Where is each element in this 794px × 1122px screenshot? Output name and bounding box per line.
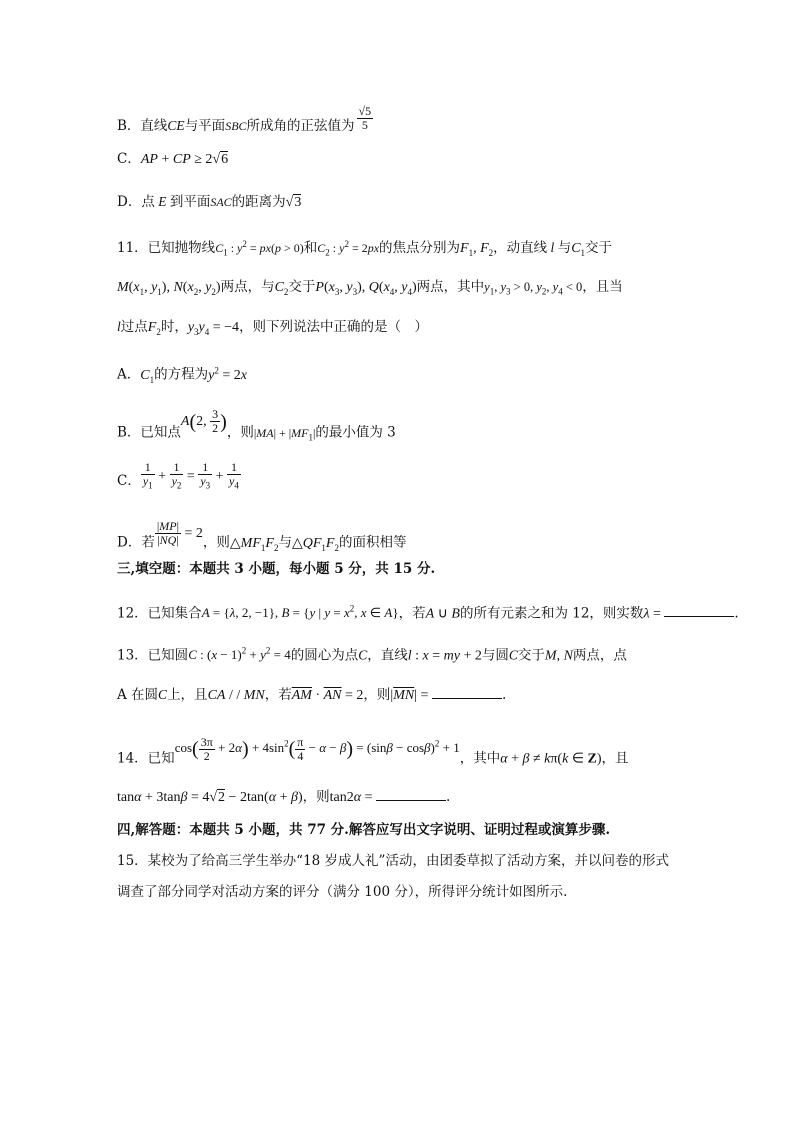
q11-line-1: 11．已知抛物线$C_1$ : $y^2 = px(p > 0)$和$C_2$ : $y^2 = 2px$的焦点分别为$F_1$, $F_2$，动直线 l 与$C_1$交于 [117,239,613,258]
q11-line-2: $M(x_1$, $y_1$), $N(x_2$, $y_2$)两点，与$C_2$交于$P(x_3$, $y_3$), $Q(x_4$, $y_4$)两点，其中$y_1$, $y_3 > 0$, $y_2$, $y_4 < 0$，且当 [117,279,623,297]
q10-option-b: B．直线CE与平面SBC所成角的正弦值为 $\frac{√5}{5}$ [117,104,372,134]
q11-option-c: C． $\frac{1}{y_1}$ + $\frac{1}{y_2}$ = $\frac{1}{y_3}$ + $\frac{1}{y_4}$ [117,460,239,491]
answer-blank[interactable] [664,604,734,617]
q11-option-a: A．$C_1$的方程为$y^2 = 2x$ [117,365,247,385]
q11-line-3: l过点$F_2$时，$y_3y_4 = -4$，则下列说法中正确的是（ ） [117,319,429,337]
answer-blank[interactable] [376,788,446,801]
q10-option-c: C．AP + CP ≥ 2√6 [117,151,229,167]
section-heading-solutions: 四,解答题：本题共 5 小题，共 77 分.解答应写出文字说明、证明过程或演算步骤. [117,822,611,838]
q15-line-1: 15．某校为了给高三学生举办“18 岁成人礼”活动，由团委草拟了活动方案，并以问卷的形式 [117,853,669,869]
q11-option-d: D．若 $\frac{|MP|}{|NQ|}$ = 2，则$\triangle MF_1F_2$与$\triangle QF_1F_2$的面积相等 [117,519,407,553]
q14-line-2: tanα + 3tanβ = 4√2 − 2tan(α + β)，则tan2α = . [117,789,451,805]
q12: 12．已知集合A = {λ, 2, −1}, B = {y | $y = x^2$, x ∈ A}，若A ∪ B的所有元素之和为 12，则实数λ = . [117,604,739,622]
q13-line-1: 13．已知圆C : $(x - 1)^2 + y^2 = 4$的圆心为点C，直线l : x = my + 2与圆C交于M, N两点，点 [117,646,627,664]
section-heading-fill-in: 三,填空题：本题共 3 小题，每小题 5 分，共 15 分. [117,561,436,577]
q10-option-d: D．点 E 到平面SAC的距离为√3 [117,194,302,210]
q15-line-2: 调查了部分同学对活动方案的评分（满分 100 分），所得评分统计如图所示. [117,884,568,900]
q13-line-2: A 在圆C上，且CA / / MN，若$\overline{AM} \cdot \overline{AN} = 2$，则$|\overline{MN}|$ = . [117,687,507,703]
q11-option-b: B．已知点A(2, $\frac{3}{2}$ )，则$|MA| + |MF_1|$的最小值为 3 [117,407,396,443]
answer-blank[interactable] [432,686,502,699]
q14-line-1: 14．已知cos( $\frac{3\pi}{2}$ + $2\alpha) + 4\sin^2$( $\frac{\pi}{4}$ − $\alpha - \beta) = (\sin\beta - \cos\beta)^2 + 1$，其中α + β ≠ kπ(k ∈ Z)，且 [117,734,629,767]
